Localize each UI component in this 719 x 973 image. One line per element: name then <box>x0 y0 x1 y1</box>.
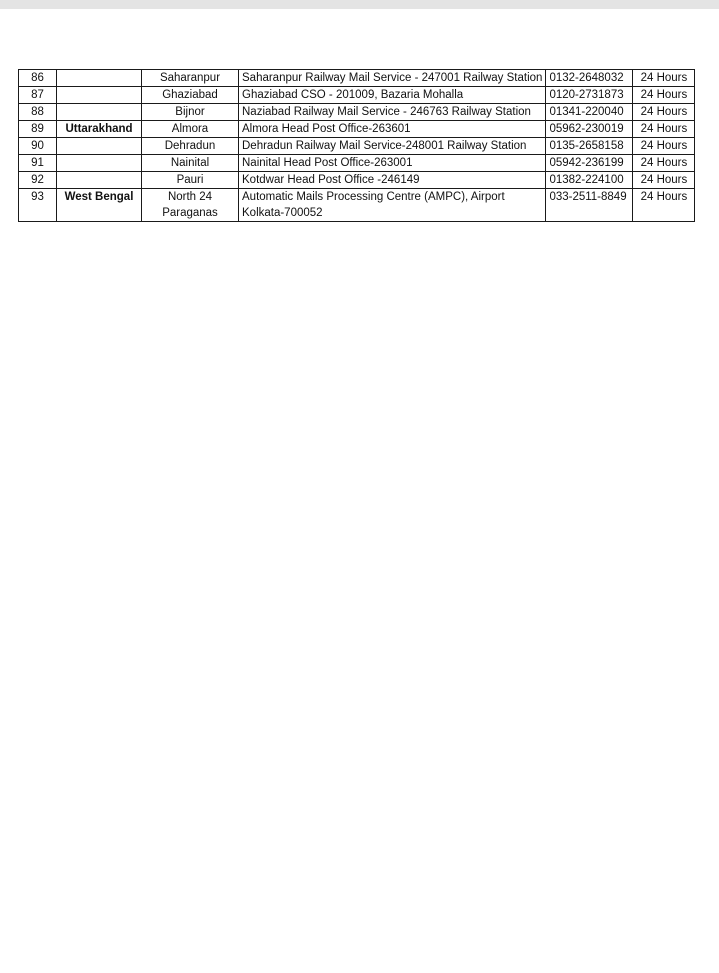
row-number: 90 <box>19 138 57 155</box>
district-cell: Almora <box>142 121 239 138</box>
table-row <box>19 189 695 222</box>
state-cell <box>57 138 142 155</box>
table-row <box>19 70 695 87</box>
phone-cell: 05962-230019 <box>546 121 633 138</box>
district-cell: Bijnor <box>142 104 239 121</box>
timing-cell: 24 Hours <box>633 155 695 172</box>
district-cell: Ghaziabad <box>142 87 239 104</box>
row-number: 89 <box>19 121 57 138</box>
address-cell: Kotdwar Head Post Office -246149 <box>239 172 546 189</box>
table-row <box>19 87 695 104</box>
row-number: 87 <box>19 87 57 104</box>
address-cell: Ghaziabad CSO - 201009, Bazaria Mohalla <box>239 87 546 104</box>
state-cell <box>57 155 142 172</box>
phone-cell: 01382-224100 <box>546 172 633 189</box>
row-number: 93 <box>19 189 57 222</box>
row-number: 86 <box>19 70 57 87</box>
state-cell: West Bengal <box>57 189 142 222</box>
post-office-table <box>18 69 695 222</box>
district-cell: Nainital <box>142 155 239 172</box>
address-cell: Nainital Head Post Office-263001 <box>239 155 546 172</box>
state-cell <box>57 104 142 121</box>
address-cell: Naziabad Railway Mail Service - 246763 Railway Station <box>239 104 546 121</box>
state-cell <box>57 87 142 104</box>
district-cell: Dehradun <box>142 138 239 155</box>
phone-cell: 05942-236199 <box>546 155 633 172</box>
phone-cell: 033-2511-8849 <box>546 189 633 222</box>
address-cell: Almora Head Post Office-263601 <box>239 121 546 138</box>
district-cell: North 24 Paraganas <box>142 189 239 222</box>
timing-cell: 24 Hours <box>633 172 695 189</box>
row-number: 91 <box>19 155 57 172</box>
timing-cell: 24 Hours <box>633 104 695 121</box>
table-row <box>19 104 695 121</box>
row-number: 88 <box>19 104 57 121</box>
timing-cell: 24 Hours <box>633 189 695 222</box>
state-cell <box>57 172 142 189</box>
top-toolbar-strip <box>0 0 719 9</box>
address-cell: Automatic Mails Processing Centre (AMPC), Airport Kolkata-700052 <box>239 189 546 222</box>
state-cell: Uttarakhand <box>57 121 142 138</box>
table-row <box>19 121 695 138</box>
table-row <box>19 172 695 189</box>
row-number: 92 <box>19 172 57 189</box>
address-cell: Dehradun Railway Mail Service-248001 Railway Station <box>239 138 546 155</box>
table-row <box>19 138 695 155</box>
table-row <box>19 155 695 172</box>
district-cell: Saharanpur <box>142 70 239 87</box>
address-cell: Saharanpur Railway Mail Service - 247001 Railway Station <box>239 70 546 87</box>
district-cell: Pauri <box>142 172 239 189</box>
phone-cell: 01341-220040 <box>546 104 633 121</box>
timing-cell: 24 Hours <box>633 138 695 155</box>
timing-cell: 24 Hours <box>633 121 695 138</box>
state-cell <box>57 70 142 87</box>
phone-cell: 0135-2658158 <box>546 138 633 155</box>
timing-cell: 24 Hours <box>633 87 695 104</box>
timing-cell: 24 Hours <box>633 70 695 87</box>
phone-cell: 0120-2731873 <box>546 87 633 104</box>
phone-cell: 0132-2648032 <box>546 70 633 87</box>
